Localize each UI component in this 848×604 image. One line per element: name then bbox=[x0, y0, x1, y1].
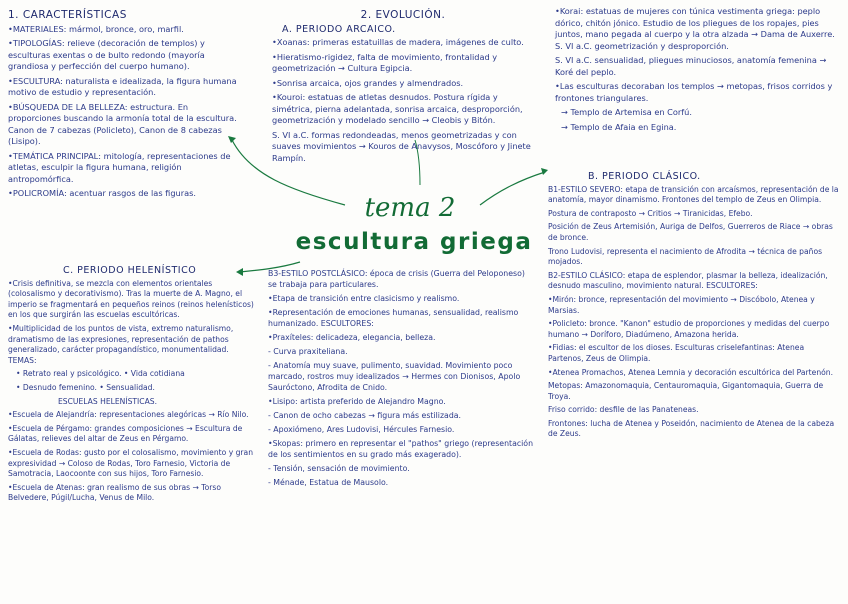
pleno-item: •Fidias: el escultor de los dioses. Esculturas criselefantinas: Atenea Partenos, Zeus de Olimpia. bbox=[548, 343, 805, 363]
caracteristicas-item: •MATERIALES: mármol, bronce, oro, marfil. bbox=[8, 23, 184, 34]
arcaico-item: •Kouroi: estatuas de atletas desnudos. Postura rígida y simétrica, pierna adelantada, sonrisa arcaica, desproporción, geometrización y modelado sencillo → Cleobis y Bitón. bbox=[272, 92, 523, 125]
evolucion-section bbox=[272, 10, 534, 167]
helenistico-item: •Escuela de Rodas: gusto por el colosalismo, movimiento y gran expresividad → Coloso de Rodas, Toro Farnesio, Victoria de Samotracia, Laocoonte con sus hijos, Toro Farnesio. bbox=[8, 447, 254, 479]
pleno-item: Metopas: Amazonomaquia, Centauromaquia, Gigantomaquia, Guerra de Troya. bbox=[548, 381, 824, 401]
main-title-line2: escultura griega bbox=[295, 229, 533, 255]
postclasico-item: •Skopas: primero en representar el "pathos" griego (representación de los sentimientos en su grado más exagerado). bbox=[268, 439, 534, 459]
helenistico-section bbox=[8, 266, 256, 507]
korai-item: → Templo de Afaia en Egina. bbox=[561, 121, 677, 132]
caracteristicas-title: 1. CARACTERÍSTICAS bbox=[8, 9, 127, 21]
postclasico-item: - Curva praxiteliana. bbox=[268, 347, 348, 356]
postclasico-item: •Lisipo: artista preferido de Alejandro Magno. bbox=[268, 397, 446, 406]
korai-section bbox=[555, 6, 840, 136]
pleno-item: B2-ESTILO CLÁSICO: etapa de esplendor, plasmar la belleza, idealización, desnudo masculino, movimiento natural. ESCULTORES: bbox=[548, 270, 828, 291]
arcaico-item: S. VI a.C. formas redondeadas, menos geometrizadas y con suaves movimientos → Kouros de Anavysos, Moscóforo y Jinete Rampín. bbox=[272, 129, 531, 163]
arcaico-item: •Sonrisa arcaica, ojos grandes y almendrados. bbox=[272, 77, 464, 88]
arcaico-item: •Hieratismo-rigidez, falta de movimiento, frontalidad y geometrización → Cultura Egipcia. bbox=[272, 51, 498, 73]
severo-item: Posición de Zeus Artemisión, Auriga de Delfos, Guerreros de Riace → obras de bronce. bbox=[548, 222, 833, 242]
postclasico-item: B3-ESTILO POSTCLÁSICO: época de crisis (Guerra del Peloponeso) se trabaja para particulares. bbox=[268, 269, 525, 289]
postclasico-item: - Apoxiómeno, Ares Ludovisi, Hércules Farnesio. bbox=[268, 425, 455, 434]
helenistico-item: •Escuela de Alejandría: representaciones alegóricas → Río Nilo. bbox=[8, 410, 249, 420]
helenistico-subtitle: ESCUELAS HELENÍSTICAS. bbox=[58, 396, 157, 406]
korai-item: •Las esculturas decoraban los templos → metopas, frisos corridos y frontones triangulares. bbox=[555, 81, 833, 103]
pleno-item: •Atenea Promachos, Atenea Lemnia y decoración escultórica del Partenón. bbox=[548, 367, 834, 377]
arcaico-item: •Xoanas: primeras estatuillas de madera, imágenes de culto. bbox=[272, 37, 524, 47]
korai-item: → Templo de Artemisa en Corfú. bbox=[561, 107, 692, 117]
caracteristicas-item: •BÚSQUEDA DE LA BELLEZA: estructura. En proporciones buscando la armonía total de la escultura. Canon de 7 cabezas (Policleto), Canon de 8 cabezas (Lisipo). bbox=[8, 101, 237, 146]
pleno-item: •Mirón: bronce, representación del movimiento → Discóbolo, Atenea y Marsias. bbox=[548, 294, 815, 315]
korai-item: S. VI a.C. sensualidad, pliegues minuciosos, anatomía femenina → Koré del peplo. bbox=[555, 55, 827, 77]
helenistico-item: • Retrato real y psicológico. • Vida cotidiana bbox=[16, 369, 185, 379]
helenistico-item: •Multiplicidad de los puntos de vista, extremo naturalismo, dramatismo de las expresiones, representación de pathos generalizado, carácter propagandístico, monumentalidad. TEMAS: bbox=[8, 323, 234, 365]
severo-item: B1-ESTILO SEVERO: etapa de transición con arcaísmos, representación de la anatomía, mayor dinamismo. Frontones del templo de Zeus en Olimpia. bbox=[548, 184, 839, 205]
pleno-item: •Policleto: bronce. "Kanon" estudio de proporciones y medidas del cuerpo humano → Doríforo, Diadúmeno, Amazona herida. bbox=[548, 319, 830, 339]
severo-item: Postura de contraposto → Critios → Tiranicidas, Efebo. bbox=[548, 208, 753, 218]
caracteristicas-item: •TIPOLOGÍAS: relieve (decoración de templos) y esculturas exentas o de bulto redondo (mayoría grandiosa y perfección del cuerpo humano). bbox=[8, 38, 205, 71]
caracteristicas-item: •TEMÁTICA PRINCIPAL: mitología, representaciones de atletas, esculpir la figura humana, religión antropomórfica. bbox=[8, 150, 231, 184]
helenistico-title: C. PERIODO HELENÍSTICO bbox=[63, 265, 197, 276]
helenistico-item: •Escuela de Atenas: gran realismo de sus obras → Torso Belvedere, Púgil/Lucha, Venus de Milo. bbox=[8, 482, 221, 503]
postclasico-item: •Praxíteles: delicadeza, elegancia, belleza. bbox=[268, 333, 436, 342]
clasico-title: B. PERIODO CLÁSICO. bbox=[588, 171, 701, 182]
caracteristicas-item: •POLICROMÍA: acentuar rasgos de las figuras. bbox=[8, 188, 196, 198]
korai-item: •Korai: estatuas de mujeres con túnica vestimenta griega: peplo dórico, chitón jónico. Estudio de los pliegues de los ropajes, pies juntos, mano pegada al cuerpo y la otra alzada → Dama de Auxerre. S. VI a.C. geometrización y desproporción. bbox=[555, 6, 835, 51]
postclasico-item: •Etapa de transición entre clasicismo y realismo. bbox=[268, 294, 460, 303]
postclasico-item: - Canon de ocho cabezas → figura más estilizada. bbox=[268, 411, 462, 420]
caracteristicas-section bbox=[8, 10, 243, 203]
evolucion-title: 2. EVOLUCIÓN. bbox=[360, 9, 446, 21]
main-title-line1: tema 2 bbox=[364, 193, 456, 223]
caracteristicas-item: •ESCULTURA: naturalista e idealizada, la figura humana motivo de estudio y representación. bbox=[8, 75, 237, 97]
arcaico-title: A. PERIODO ARCAICO. bbox=[282, 23, 396, 35]
postclasico-item: •Representación de emociones humanas, sensualidad, realismo humanizado. ESCULTORES: bbox=[268, 308, 519, 328]
helenistico-item: • Desnudo femenino. • Sensualidad. bbox=[16, 382, 155, 392]
severo-item: Trono Ludovisi, representa el nacimiento de Afrodita → técnica de paños mojados. bbox=[548, 246, 823, 267]
postclasico-item: - Ménade, Estatua de Mausolo. bbox=[268, 478, 389, 487]
postclasico-item: - Anatomía muy suave, pulimento, suavidad. Movimiento poco marcado, rostros muy idealizados → Hermes con Dionisos, Apolo Sauróctono, Afrodita de Cnido. bbox=[268, 361, 521, 392]
postclasico-item: - Tensión, sensación de movimiento. bbox=[268, 464, 410, 473]
helenistico-item: •Crisis definitiva, se mezcla con elementos orientales (colosalismo y decorativismo). Tras la muerte de A. Magno, el imperio se fragmentará en pequeños reinos (reinos helenísticos) en los que surgirán las escuelas escultóricas. bbox=[8, 278, 254, 320]
pleno-item: Frontones: lucha de Atenea y Poseidón, nacimiento de Atenea de la cabeza de Zeus. bbox=[548, 418, 835, 439]
clasico-section bbox=[548, 172, 840, 443]
helenistico-item: •Escuela de Pérgamo: grandes composiciones → Escultura de Gálatas, relieves del altar de Zeus en Pérgamo. bbox=[8, 423, 243, 444]
postclasico-section bbox=[268, 268, 536, 491]
pleno-item: Friso corrido: desfile de las Panateneas. bbox=[548, 405, 699, 415]
